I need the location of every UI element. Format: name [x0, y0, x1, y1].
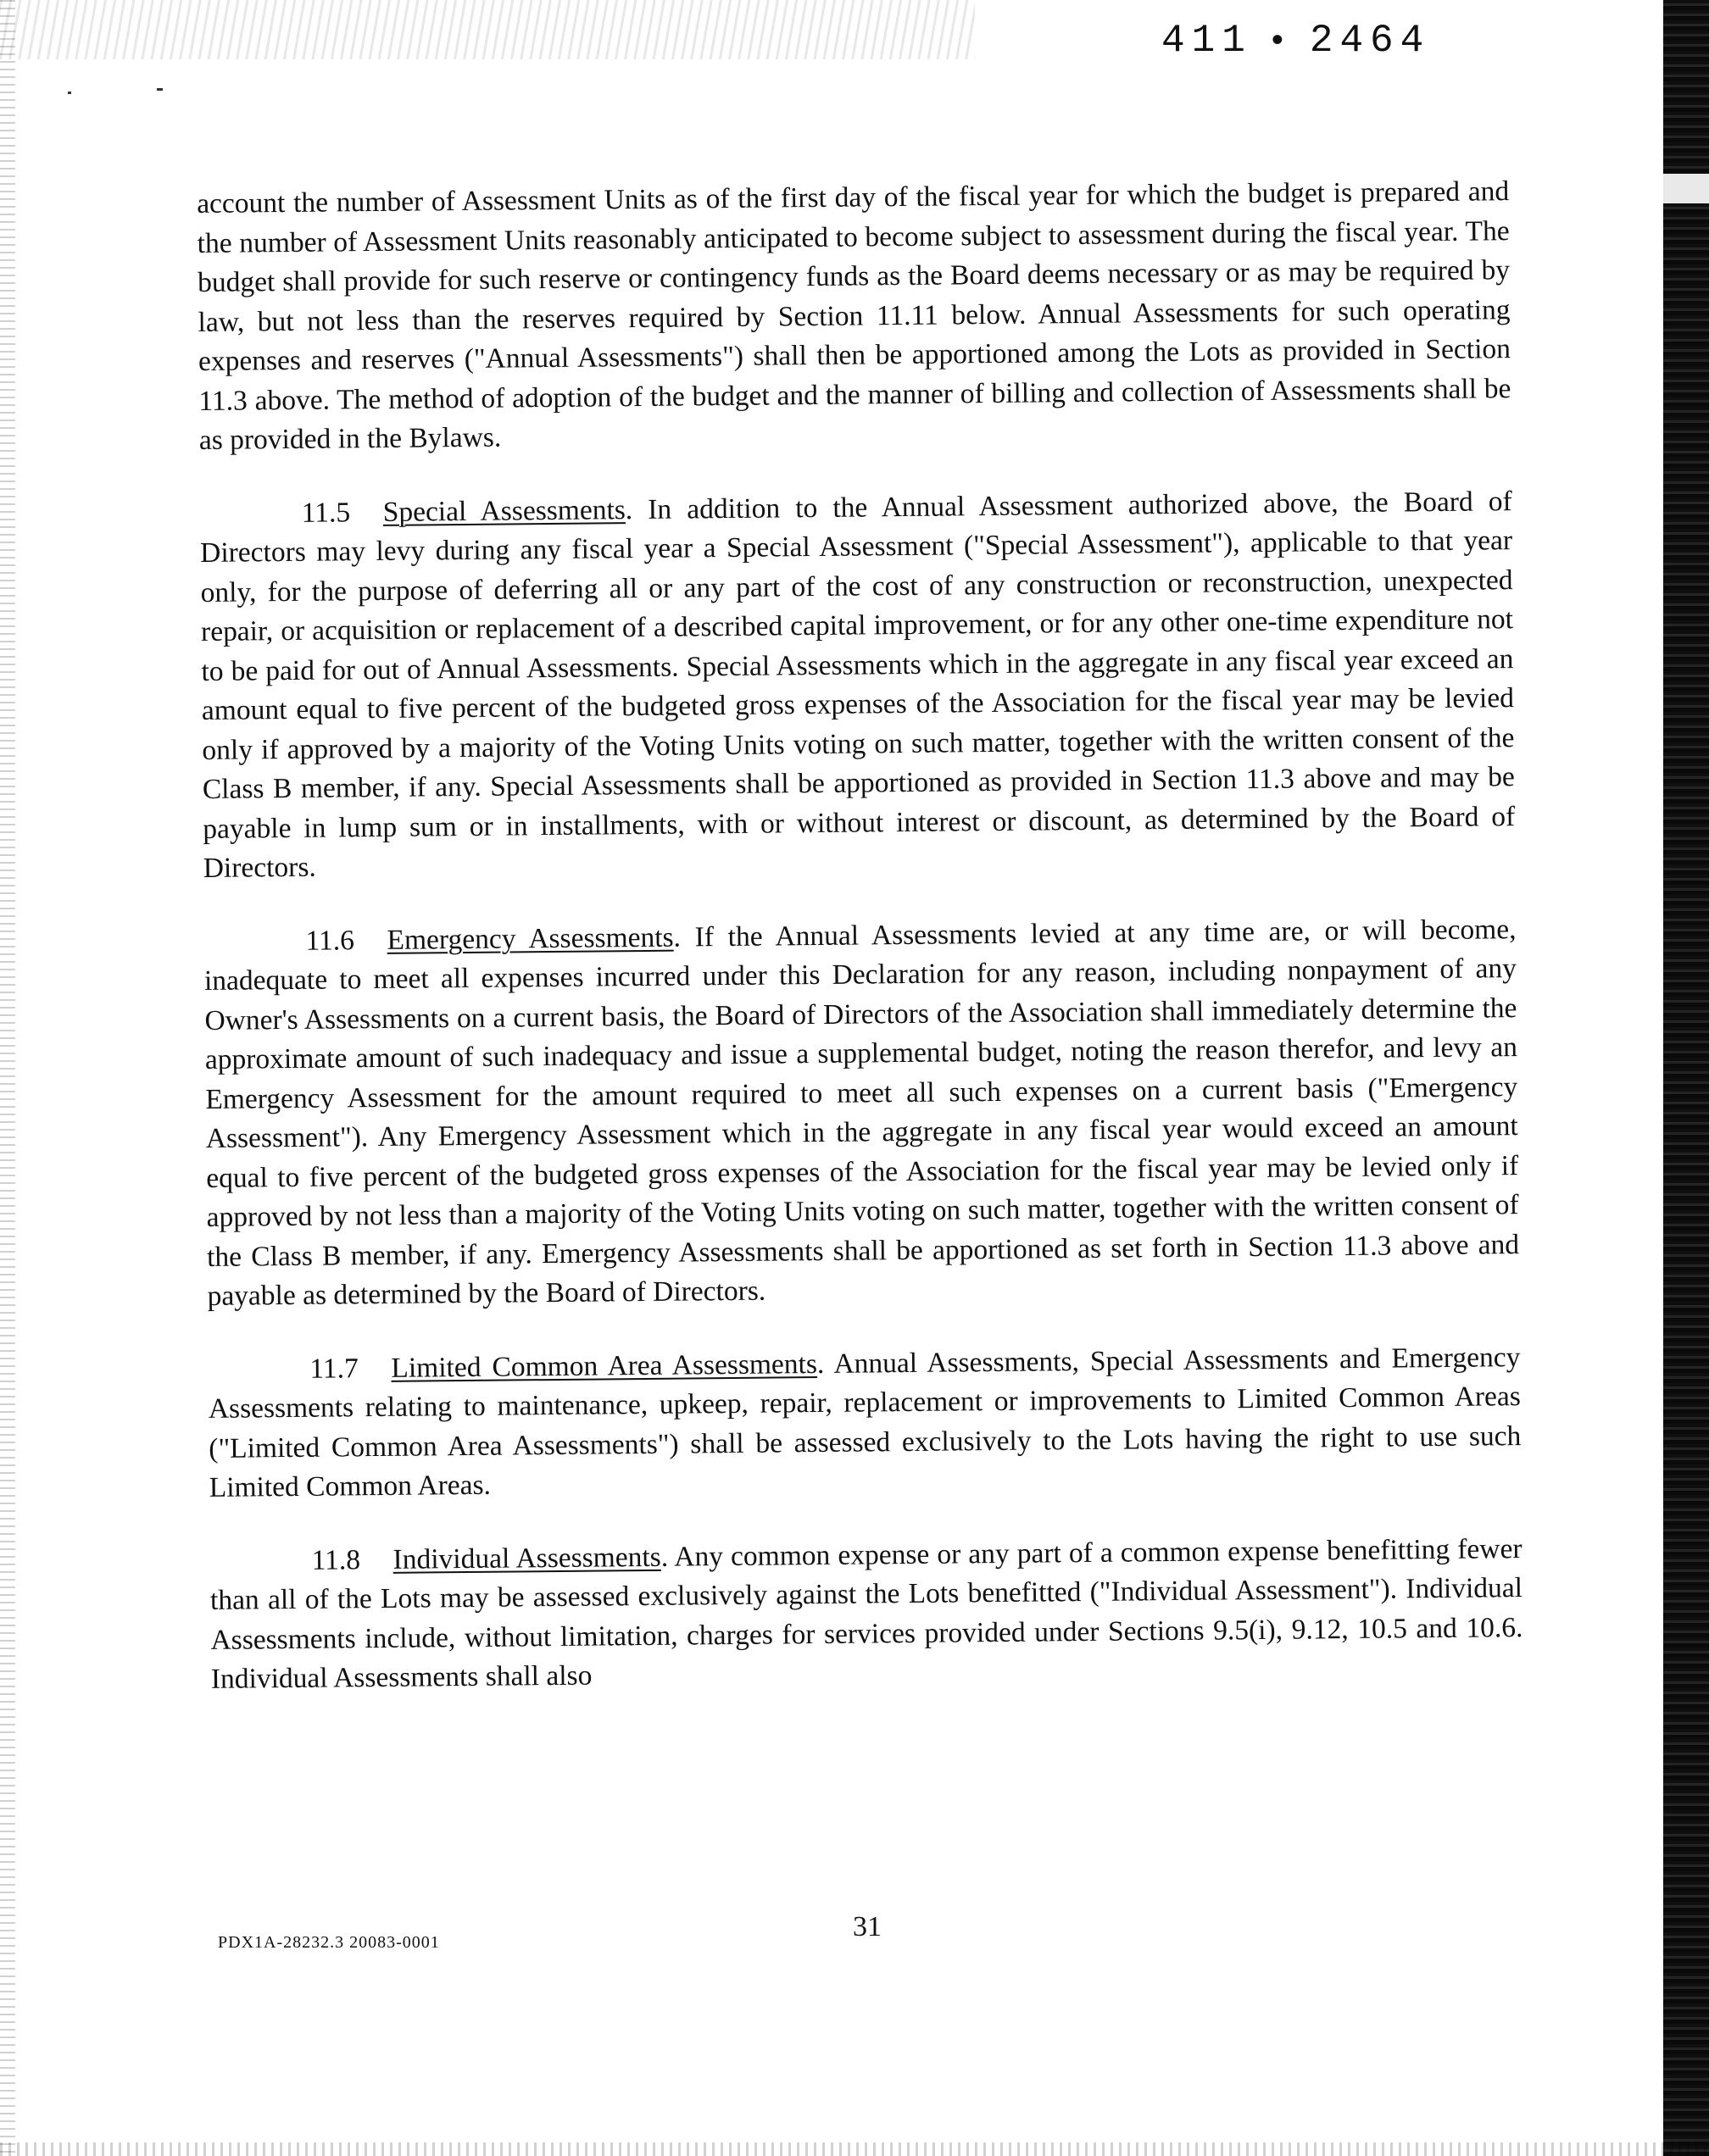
document-id: PDX1A-28232.3 20083-0001 [218, 1933, 440, 1952]
scan-noise-top [0, 0, 975, 59]
section-number: 11.8 [311, 1543, 361, 1576]
section-heading: Special Assessments [382, 493, 626, 528]
intro-paragraph: account the number of Assessment Units as of the first day of the fiscal year for which the budget is prepared and the number of Assessment Units reasonably anticipated to become subject to assessment during the fiscal year. The budget shall provide for such reserve or contingency funds as the Board deems necessary or as may be required by law, but not less than the reserves required by Section 11.11 below. Annual Assessments for such operating expenses and reserves ("Annual Assessments") shall then be apportioned among the Lots as provided in Section 11.3 above. The method of adoption of the budget and the manner of billing and collection of Assessments shall be as provided in the Bylaws. [197, 175, 1511, 456]
stamp-separator: • [1266, 24, 1294, 62]
scan-noise-left [0, 0, 15, 2156]
document-body [197, 172, 1523, 1733]
section-11-8 [209, 1530, 1523, 1700]
section-11-5 [200, 482, 1516, 889]
book-number: 411 [1161, 19, 1252, 63]
section-heading: Limited Common Area Assessments [391, 1348, 818, 1384]
page-number: 31 [853, 1911, 882, 1942]
section-11-7 [208, 1338, 1522, 1509]
scan-noise-bottom [0, 2142, 1709, 2156]
stray-mark [68, 92, 71, 94]
scan-edge-right [1663, 0, 1709, 2156]
section-11-6 [203, 910, 1519, 1317]
scan-edge-gap [1663, 174, 1709, 203]
section-body: . Annual Assessments, Special Assessments and Emergency Assessments relating to maintenance, upkeep, repair, replacement or improvements to Limited Common Areas ("Limited Common Area Assessments") shall be assessed exclusively to the Lots having the right to use such Limited Common Areas. [208, 1341, 1522, 1503]
section-number: 11.5 [301, 496, 351, 529]
section-body: . Any common expense or any part of a common expense benefitting fewer than all of the Lots may be assessed exclusively against the Lots benefitted ("Individual Assessment"). Individual Assessments include, without limitation, charges for services provided under Sections 9.5(i), 9.12, 10.5 and 10.6. Individual Assessments shall also [209, 1532, 1523, 1695]
section-body: . In addition to the Annual Assessment authorized above, the Board of Directors may levy during any fiscal year a Special Assessment ("Special Assessment"), applicable to that year only, for the purpose of deferring all or any part of the cost of any construction or reconstruction, unexpected repair, or acquisition or replacement of a described capital improvement, or for any other one-time expenditure not to be paid for out of Annual Assessments. Special Assessments which in the aggregate in any fiscal year exceed an amount equal to five percent of the budgeted gross expenses of the Association for the fiscal year may be levied only if approved by a majority of the Voting Units voting on such matter, together with the written consent of the Class B member, if any. Special Assessments shall be apportioned as provided in Section 11.3 above and may be payable in lump sum or in installments, with or without interest or discount, as determined by the Board of Directors. [199, 485, 1516, 884]
recording-stamp [1161, 19, 1430, 63]
section-heading: Individual Assessments [392, 1541, 661, 1575]
section-heading: Emergency Assessments [387, 921, 674, 956]
section-number: 11.7 [309, 1352, 359, 1385]
page-stamp-number: 2464 [1309, 19, 1431, 63]
section-number: 11.6 [305, 924, 355, 957]
section-body: . If the Annual Assessments levied at any time are, or will become, inadequate to meet all expenses incurred under this Declaration for any reason, including nonpayment of any Owner's Assessments on a current basis, the Board of Directors of the Association shall immediately determine the approximate amount of such inadequacy and issue a supplemental budget, noting the reason therefor, and levy an Emergency Assessment for the amount required to meet all such expenses on a current basis ("Emergency Assessment"). Any Emergency Assessment which in the aggregate in any fiscal year would exceed an amount equal to five percent of the budgeted gross expenses of the Association for the fiscal year may be levied only if approved by not less than a majority of the Voting Units voting on such matter, together with the written consent of the Class B member, if any. Emergency Assessments shall be apportioned as set forth in Section 11.3 above and payable as determined by the Board of Directors. [203, 913, 1520, 1312]
stray-mark [157, 88, 163, 91]
